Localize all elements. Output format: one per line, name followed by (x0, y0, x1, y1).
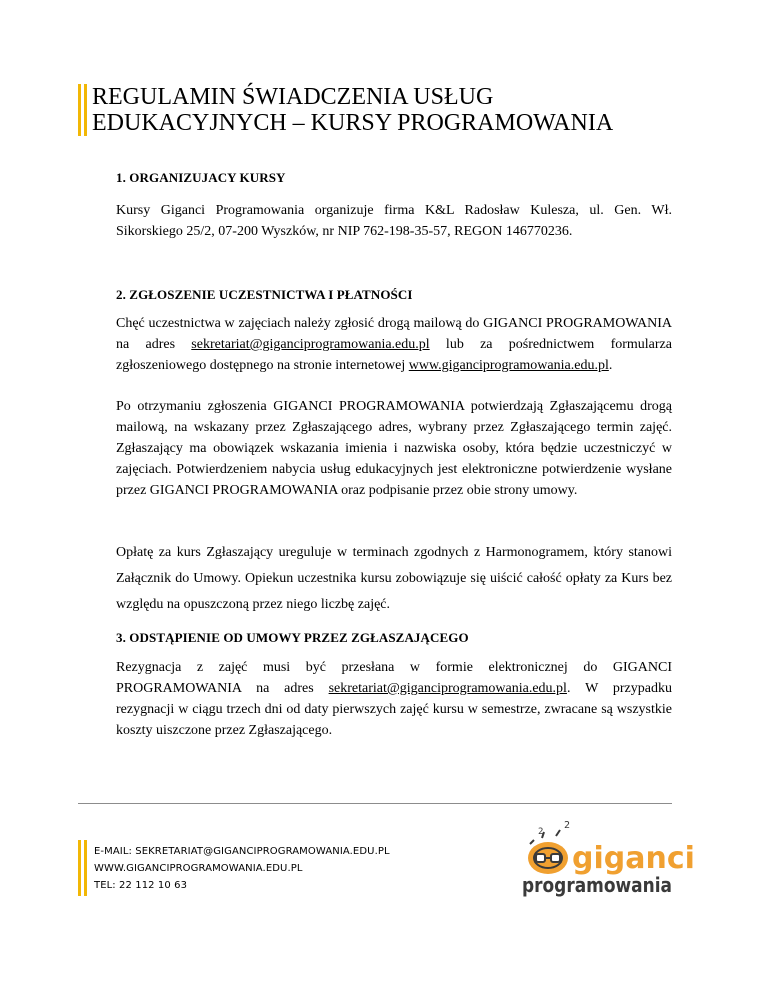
section-2-paragraph-3: Opłatę za kurs Zgłaszający ureguluje w terminach zgodnych z Harmonogramem, który stanowi Załącznik do Umowy. Opiekun uczestnika kursu zobowiązuje się uiścić całość opłaty za Kurs bez względu na opuszczoną przez niego liczbę zajęć. (116, 545, 672, 612)
section-1-paragraph: Kursy Giganci Programowania organizuje firma K&L Radosław Kulesza, ul. Gen. Wł. Sikorskiego 25/2, 07-200 Wyszków, nr NIP 762-198-35-57, REGON 146770236. (116, 203, 672, 239)
title-line-2: EDUKACYJNYCH – KURSY PROGRAMOWANIA (92, 110, 614, 136)
page-title (92, 84, 613, 136)
giganci-programowania-logo (520, 818, 695, 900)
email-link[interactable]: sekretariat@giganciprogramowania.edu.pl (328, 681, 567, 696)
title-line-1: REGULAMIN ŚWIADCZENIA USŁUG (92, 84, 494, 110)
section-2-heading: 2. ZGŁOSZENIE UCZESTNICTWA I PŁATNOŚCI (116, 287, 413, 302)
section-3-heading: 3. ODSTĄPIENIE OD UMOWY PRZEZ ZGŁASZAJĄCEGO (116, 630, 469, 645)
section-1-heading: 1. ORGANIZUJACY KURSY (116, 170, 286, 185)
brain-icon (528, 820, 570, 874)
footer-contact (94, 843, 390, 894)
svg-text:2: 2 (538, 827, 544, 837)
section-3-paragraph: Rezygnacja z zajęć musi być przesłana w formie elektronicznej do GIGANCI PROGRAMOWANIA na adres sekretariat@giganciprogramowania.edu.pl. W przypadku rezygnacji w ciągu trzech dni od daty pierwszych zajęć kursu w semestrze, zwracane są wszystkie koszty uiszczone przez Zgłaszającego. (116, 660, 672, 738)
footer-phone: TEL: 22 112 10 63 (94, 880, 188, 891)
footer-divider (78, 803, 672, 804)
email-link[interactable]: sekretariat@giganciprogramowania.edu.pl (191, 337, 430, 352)
logo-word-programowania: programowania (522, 873, 672, 897)
website-link[interactable]: www.giganciprogramowania.edu.pl (408, 358, 609, 373)
footer-email[interactable]: E-MAIL: SEKRETARIAT@GIGANCIPROGRAMOWANIA.EDU.PL (94, 846, 390, 857)
section-2-paragraph-2: Po otrzymaniu zgłoszenia GIGANCI PROGRAMOWANIA potwierdzają Zgłaszającemu drogą mailową, na wskazany przez Zgłaszającego adres, wybrany przez Zgłaszającego termin zajęć. Zgłaszający ma obowiązek wskazania imienia i nazwiska osoby, która będzie uczestniczyć w zajęciach. Potwierdzeniem nabycia usług edukacyjnych jest elektroniczne potwierdzenie wysłane przez GIGANCI PROGRAMOWANIA oraz podpisanie przez obie strony umowy. (116, 399, 672, 498)
logo-word-giganci: giganci (572, 841, 695, 876)
footer-website[interactable]: WWW.GIGANCIPROGRAMOWANIA.EDU.PL (94, 863, 303, 874)
title-accent-bars (78, 84, 87, 136)
footer-accent-bars (78, 840, 87, 896)
section-2-paragraph-1: Chęć uczestnictwa w zajęciach należy zgłosić drogą mailową do GIGANCI PROGRAMOWANIA na adres sekretariat@giganciprogramowania.edu.pl lub za pośrednictwem formularza zgłoszeniowego dostępnego na stronie internetowej www.giganciprogramowania.edu.pl. (116, 316, 672, 373)
svg-text:2: 2 (564, 820, 571, 831)
